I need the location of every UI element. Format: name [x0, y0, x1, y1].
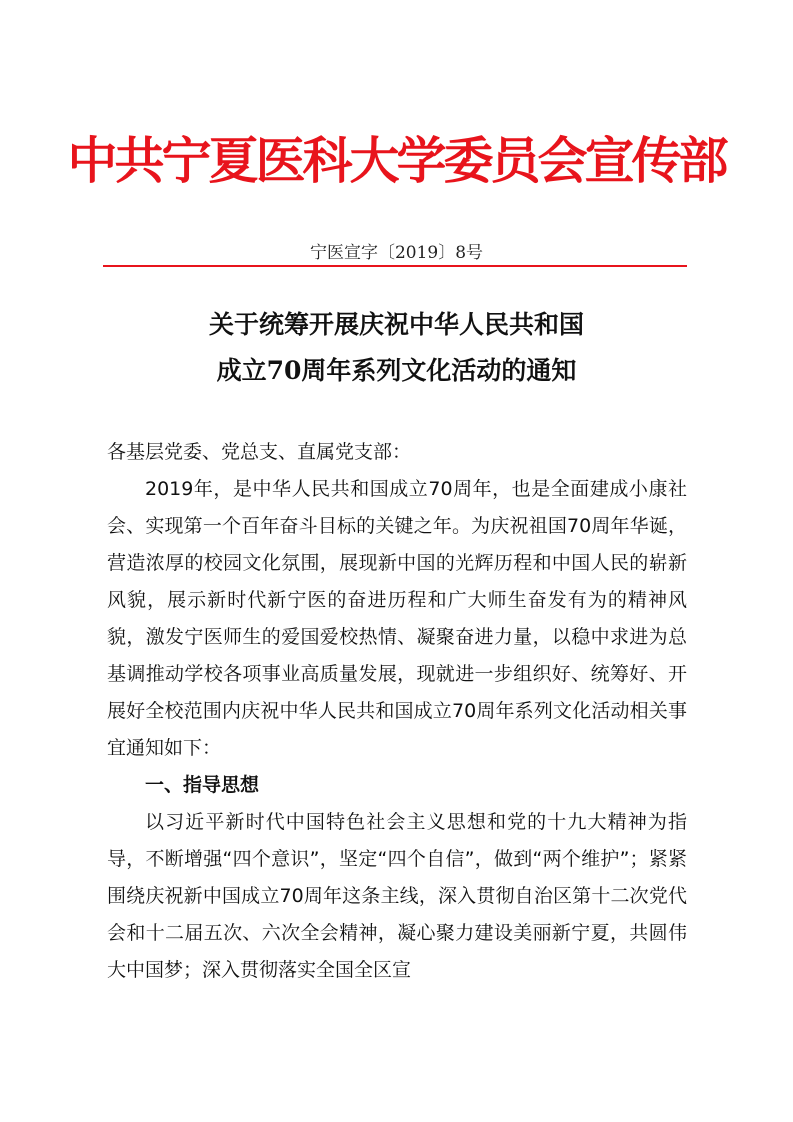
letterhead-divider [103, 265, 687, 267]
section-heading: 一、指导思想 [145, 774, 260, 796]
document-title-line-1: 关于统筹开展庆祝中华人民共和国 [208, 310, 584, 339]
letterhead-org-name: 中共宁夏医科大学委员会宣传部 [67, 132, 726, 190]
document-number: 宁医宣字〔2019〕8号 [309, 243, 484, 263]
body-paragraph: 2019年，是中华人民共和国成立70周年，也是全面建成小康社会、实现第一个百年奋斗目标的关键之年。为庆祝祖国70周年华诞，营造浓厚的校园文化氛围，展现新中国的光辉历程和中国人民的崭新风貌，展示新时代新宁医的奋进历程和广大师生奋发有为的精神风貌，激发宁医师生的爱国爱校热情、凝聚奋进力量，以稳中求进为总基调推动学校各项事业高质量发展，现就进一步组织好、统筹好、开展好全校范围内庆祝中华人民共和国成立70周年系列文化活动相关事宜通知如下： [107, 478, 687, 759]
document-title-line-2: 成立70周年系列文化活动的通知 [216, 356, 577, 385]
document-body [107, 434, 687, 989]
body-paragraph: 以习近平新时代中国特色社会主义思想和党的十九大精神为指导，不断增强“四个意识”，坚定“四个自信”，做到“两个维护”；紧紧围绕庆祝新中国成立70周年这条主线，深入贯彻自治区第十二次党代会和十二届五次、六次全会精神，凝心聚力建设美丽新宁夏，共圆伟大中国梦；深入贯彻落实全国全区宣 [107, 811, 687, 981]
salutation: 各基层党委、党总支、直属党支部： [107, 441, 412, 463]
document-title [0, 302, 793, 394]
